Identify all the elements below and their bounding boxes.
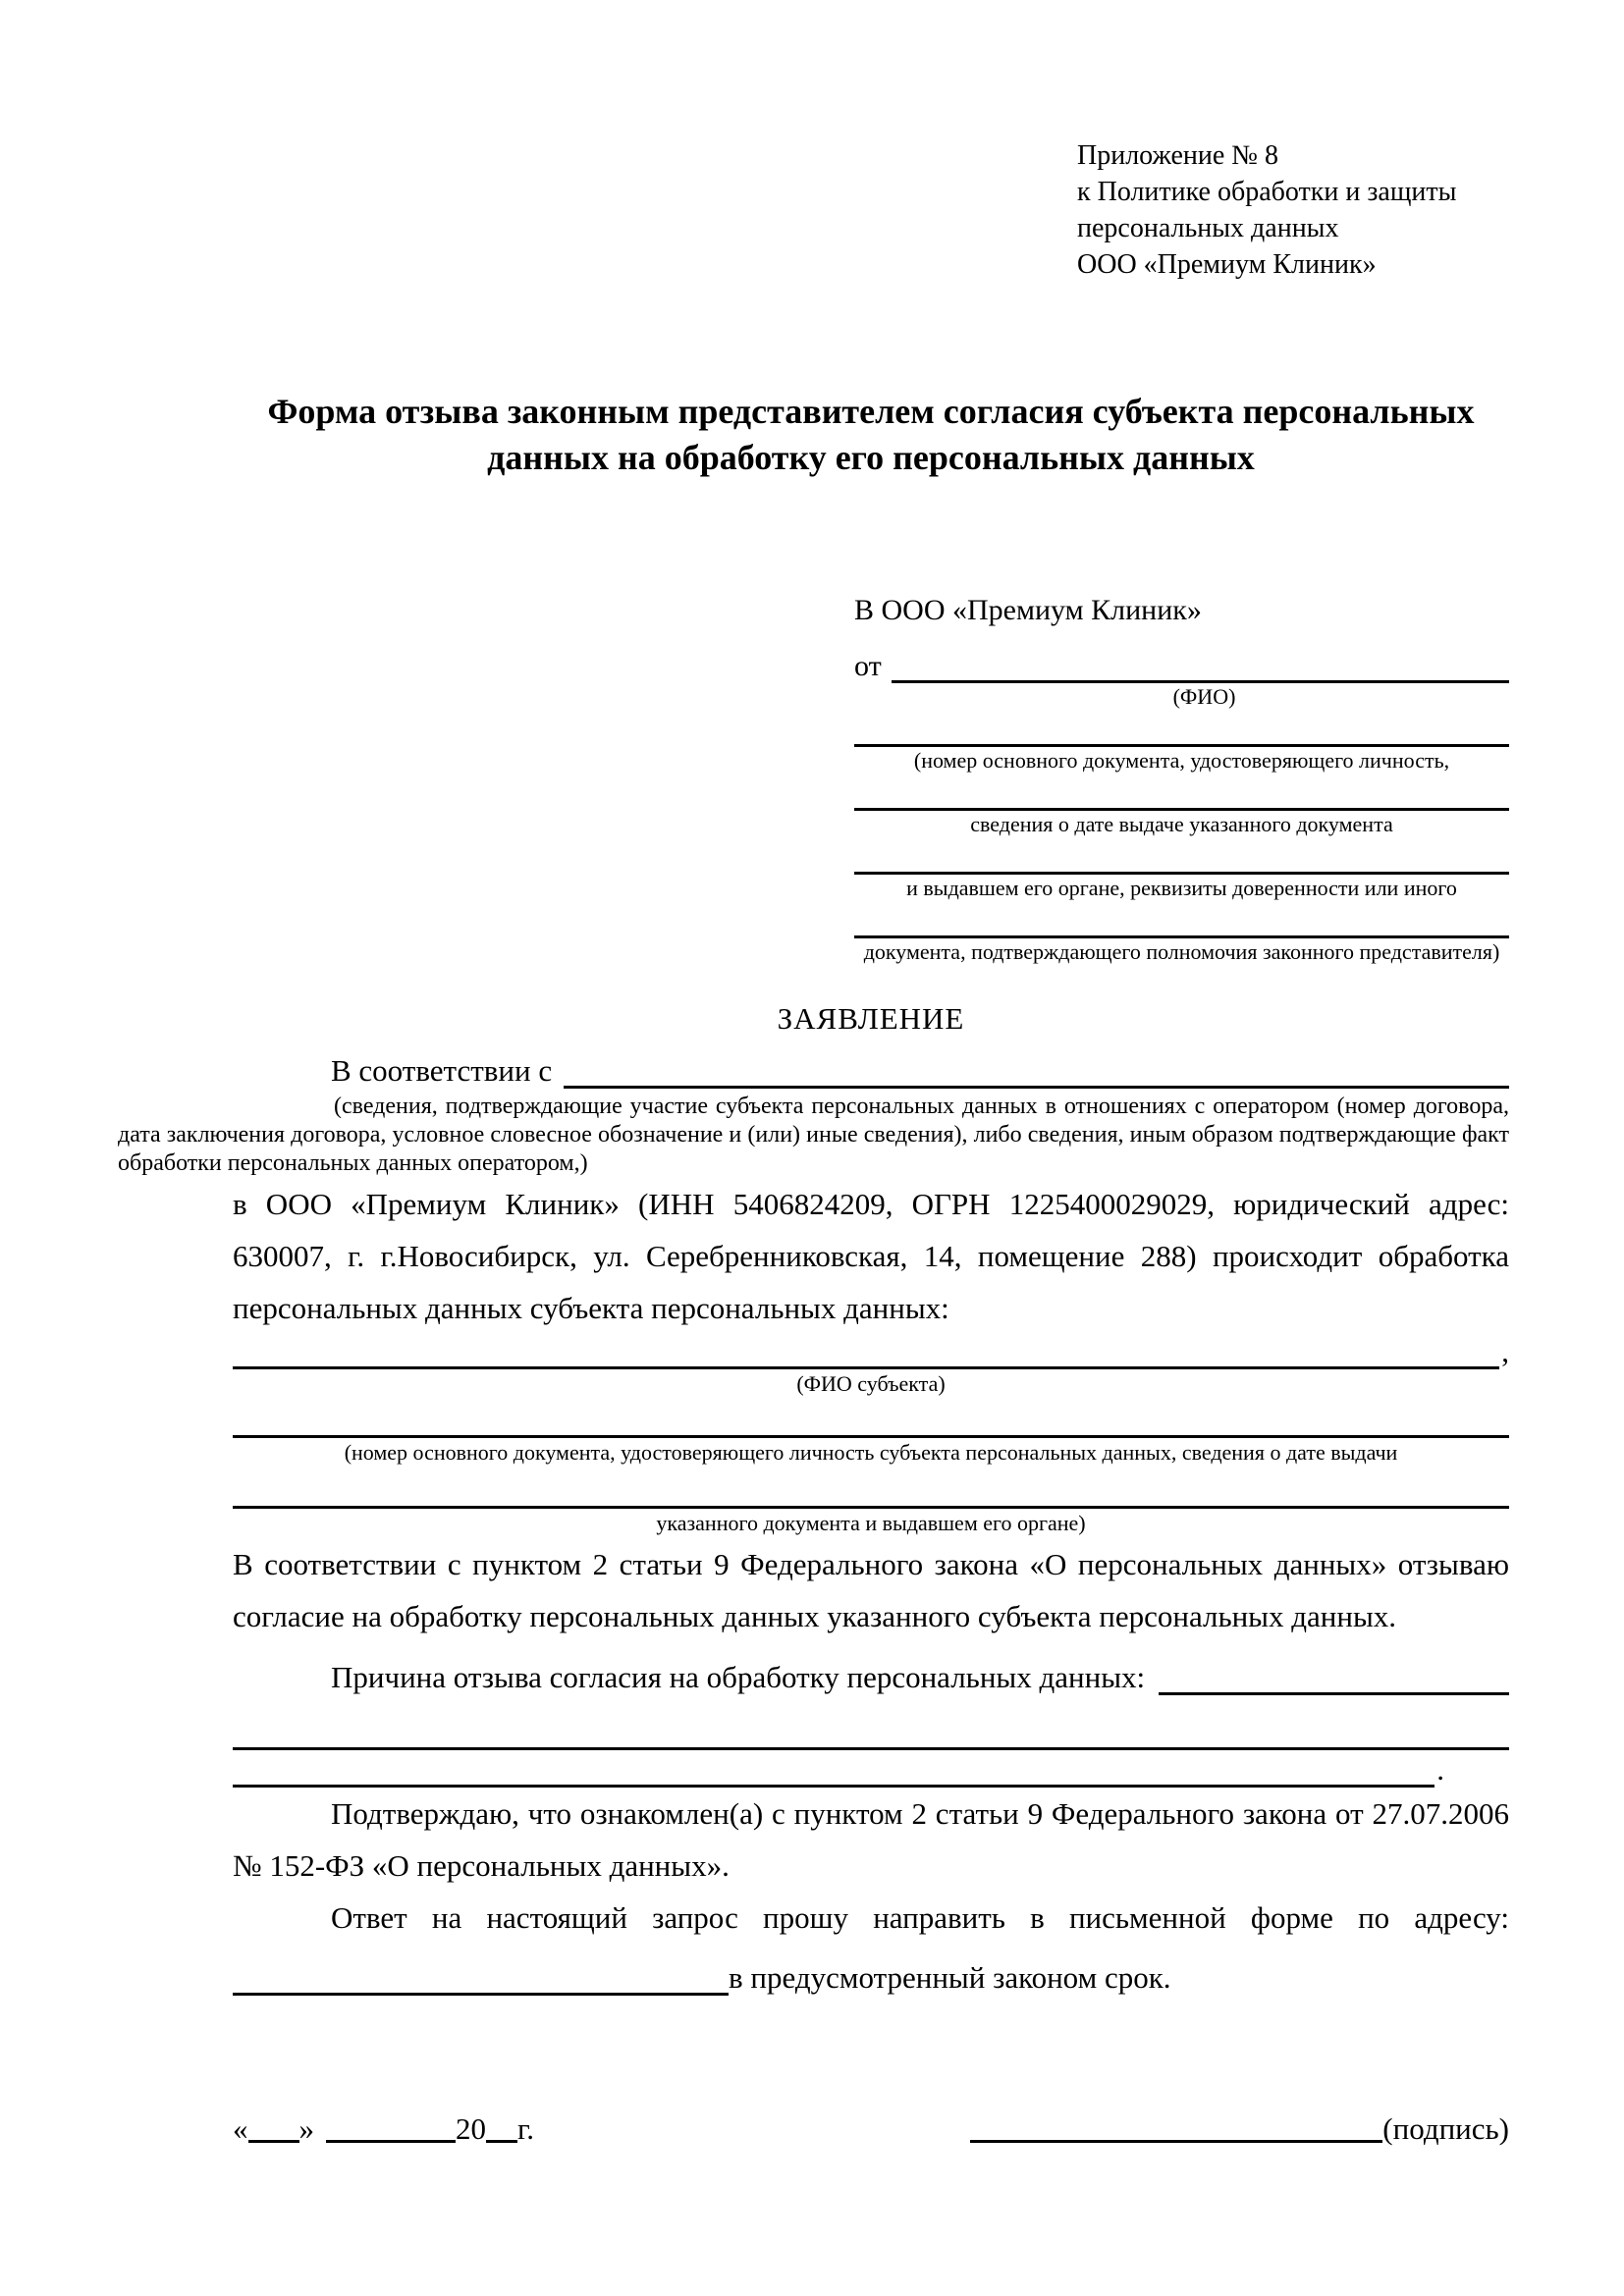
reason-row <box>233 1642 1509 1695</box>
reply-paragraph-line-1: Ответ на настоящий запрос прошу направить в письменной форме по адресу: <box>331 1900 1509 1935</box>
document-number-blank-line <box>854 710 1509 747</box>
intro-prefix: В соответствии с <box>331 1053 553 1088</box>
subject-document-blank-line-2 <box>233 1468 1509 1509</box>
addressee-from-row <box>854 640 1509 683</box>
reply-suffix: в предусмотренный законом срок. <box>729 1960 1171 1995</box>
appendix-line: ООО «Премиум Клиник» <box>1077 249 1377 280</box>
year-suffix: г. <box>517 2111 534 2146</box>
intro-caption: (сведения, подтверждающие участие субъекта персональных данных в отношениях с оператором (номер договора, дата заключения договора, условное словесное обозначение и (или) иные сведения), либо сведения, иным образом подтверждающие факт обработки персональных данных оператором,) <box>118 1094 1509 1176</box>
reason-blank-line-3-row <box>233 1750 1509 1788</box>
date-group <box>233 2111 534 2147</box>
footer-row <box>233 2111 1509 2147</box>
signature-group <box>970 2111 1509 2147</box>
year-blank-line <box>486 2140 517 2143</box>
reply-address-blank-line <box>233 1993 729 1996</box>
operator-paragraph: в ООО «Премиум Клиник» (ИНН 5406824209, ОГРН 1225400029029, юридический адрес: 630007, г. г.Новосибирск, ул. Серебренниковская, 14, помещение 288) происходит обработка персональных данных субъекта персональных данных: <box>233 1187 1509 1325</box>
reason-blank-line <box>1159 1692 1509 1695</box>
reason-blank-line-2 <box>233 1695 1509 1750</box>
signature-caption: (подпись) <box>1382 2111 1509 2146</box>
year-prefix: 20 <box>456 2111 486 2146</box>
withdrawal-paragraph: В соответствии с пунктом 2 статьи 9 Федерального закона «О персональных данных» отзываю согласие на обработку персональных данных указанного субъекта персональных данных. <box>233 1547 1509 1633</box>
date-close-quote: » <box>298 2111 314 2146</box>
intro-blank-line <box>564 1086 1509 1089</box>
addressee-to: В ООО «Премиум Клиник» <box>854 594 1202 626</box>
subject-document-blank-line <box>233 1399 1509 1438</box>
confirm-paragraph: Подтверждаю, что ознакомлен(а) с пунктом 2 статьи 9 Федерального закона от 27.07.2006 № 152-ФЗ «О персональных данных». <box>233 1796 1509 1883</box>
subject-fio-row <box>233 1334 1509 1369</box>
field-caption: документа, подтверждающего полномочия законного представителя) <box>863 939 1500 964</box>
appendix-reference-block <box>1077 137 1509 283</box>
statement-heading: ЗАЯВЛЕНИЕ <box>777 1001 965 1036</box>
fio-caption: (ФИО) <box>1172 684 1236 709</box>
subject-fio-caption: (ФИО субъекта) <box>796 1371 946 1396</box>
day-blank-line <box>248 2140 299 2143</box>
appendix-line: к Политике обработки и защиты <box>1077 177 1457 207</box>
subject-document-caption-1: (номер основного документа, удостоверяющего личность субъекта персональных данных, сведения о дате выдачи <box>344 1440 1398 1465</box>
signature-blank-line <box>970 2140 1382 2143</box>
month-blank-line <box>326 2140 456 2143</box>
appendix-line: персональных данных <box>1077 213 1339 243</box>
statement-intro-row <box>233 1040 1509 1089</box>
document-title: Форма отзыва законным представителем согласия субъекта персональных данных на обработку его персональных данных <box>267 392 1475 477</box>
issuing-authority-blank-line <box>854 837 1509 875</box>
subject-fio-suffix: , <box>1501 1334 1509 1368</box>
authority-document-blank-line <box>854 901 1509 938</box>
from-label: от <box>854 650 882 682</box>
subject-document-caption-2: указанного документа и выдавшем его органе) <box>656 1511 1086 1535</box>
field-caption: сведения о дате выдаче указанного документа <box>970 812 1393 836</box>
issue-date-blank-line <box>854 774 1509 811</box>
date-open-quote: « <box>233 2111 248 2146</box>
reason-label: Причина отзыва согласия на обработку персональных данных: <box>331 1660 1146 1694</box>
blank-period: . <box>1436 1752 1444 1787</box>
addressee-block <box>854 591 1509 965</box>
field-caption: (номер основного документа, удостоверяющего личность, <box>913 748 1450 773</box>
appendix-line: Приложение № 8 <box>1077 140 1278 171</box>
field-caption: и выдавшем его органе, реквизиты доверенности или иного <box>906 876 1457 900</box>
reply-paragraph-line-2 <box>233 1944 1509 1996</box>
